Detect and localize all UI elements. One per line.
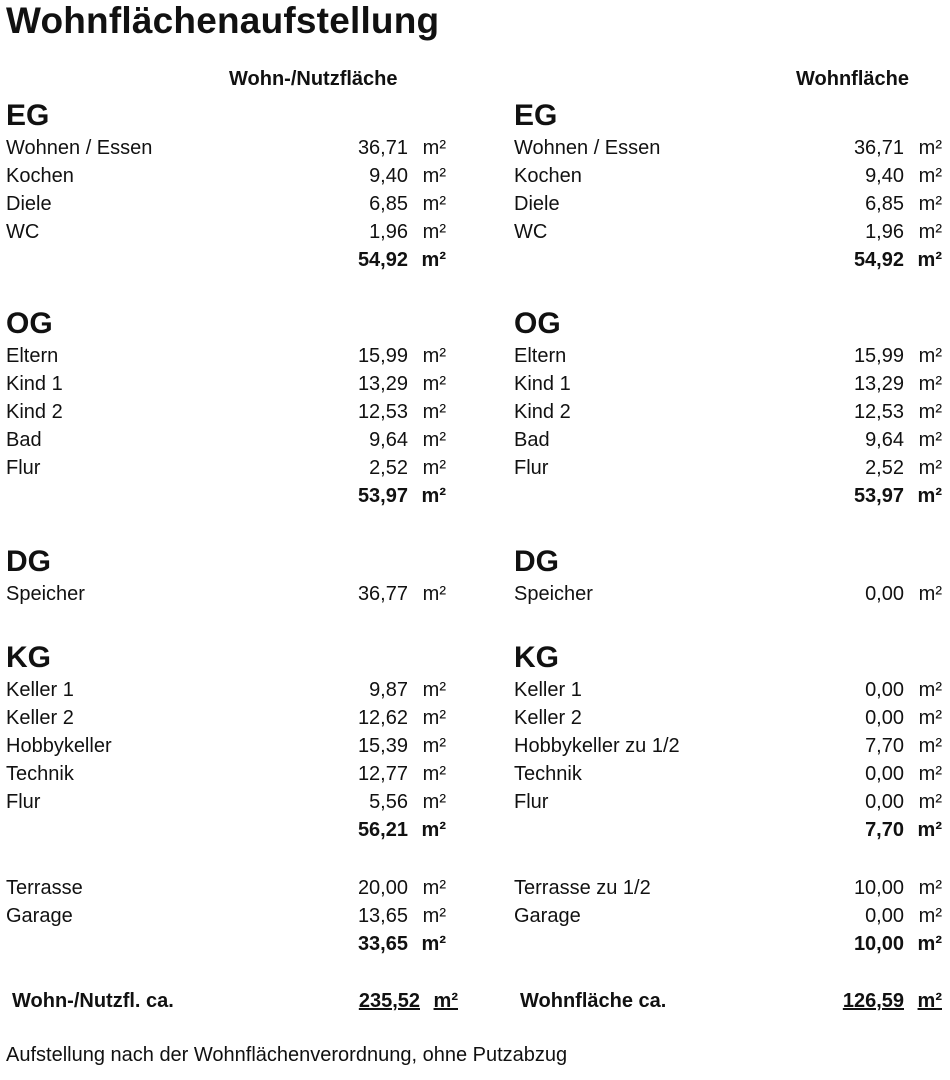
- room-label: Keller 1: [6, 679, 74, 701]
- subtotal-unit: m²: [917, 249, 942, 271]
- area-row: [6, 426, 446, 454]
- room-label: Kind 1: [6, 373, 63, 395]
- area-row: [514, 732, 942, 760]
- left-total-value: 235,52: [358, 990, 420, 1012]
- area-value: 20,00: [357, 877, 408, 899]
- area-value: 2,52: [369, 457, 408, 479]
- area-row: [6, 162, 446, 190]
- area-unit: m²: [918, 905, 942, 927]
- area-unit: m²: [918, 401, 942, 423]
- area-value: 9,64: [865, 429, 904, 451]
- room-label: Kind 1: [514, 373, 571, 395]
- room-label: Kind 2: [514, 401, 571, 423]
- right-section-kg: [514, 640, 942, 844]
- subtotal-unit: m²: [421, 933, 446, 955]
- area-unit: m²: [422, 401, 446, 423]
- left-floor-heading-dg: DG: [6, 545, 51, 578]
- area-value: 7,70: [865, 735, 904, 757]
- area-row: [514, 190, 942, 218]
- subtotal-value: 54,92: [357, 249, 408, 271]
- area-value: 15,39: [357, 735, 408, 757]
- subtotal-unit: m²: [917, 485, 942, 507]
- left-floor-heading-og: OG: [6, 307, 53, 340]
- area-unit: m²: [918, 193, 942, 215]
- area-value: 13,29: [357, 373, 408, 395]
- area-unit: m²: [422, 791, 446, 813]
- area-row: [6, 398, 446, 426]
- area-row: [6, 342, 446, 370]
- subtotal-value: 56,21: [357, 819, 408, 841]
- area-unit: m²: [422, 877, 446, 899]
- left-column-heading: Wohn-/Nutzfläche: [229, 68, 398, 90]
- area-value: 0,00: [865, 679, 904, 701]
- area-value: 36,71: [357, 137, 408, 159]
- room-label: WC: [514, 221, 548, 243]
- left-subtotal-eg: [6, 246, 446, 274]
- right-floor-heading-eg: EG: [514, 99, 558, 132]
- left-subtotal-og: [6, 482, 446, 510]
- area-row: [514, 134, 942, 162]
- area-row: [6, 902, 446, 930]
- area-row: [514, 370, 942, 398]
- area-value: 5,56: [369, 791, 408, 813]
- area-value: 0,00: [865, 707, 904, 729]
- right-subtotal-eg: [514, 246, 942, 274]
- room-label: Terrasse: [6, 877, 83, 899]
- area-row: [6, 704, 446, 732]
- page-title: Wohnflächenaufstellung: [6, 0, 440, 41]
- right-subtotal-kg: [514, 816, 942, 844]
- area-unit: m²: [918, 165, 942, 187]
- room-label: Hobbykeller: [6, 735, 112, 757]
- left-section-dg: [6, 544, 446, 608]
- area-row: [514, 398, 942, 426]
- area-unit: m²: [918, 763, 942, 785]
- area-unit: m²: [918, 679, 942, 701]
- area-value: 0,00: [865, 791, 904, 813]
- subtotal-unit: m²: [917, 933, 942, 955]
- area-value: 9,40: [369, 165, 408, 187]
- right-section-og: [514, 306, 942, 510]
- area-row: [6, 454, 446, 482]
- right-subtotal-ext: [514, 930, 942, 958]
- room-label: Flur: [6, 791, 41, 813]
- area-row: [6, 134, 446, 162]
- area-value: 2,52: [865, 457, 904, 479]
- room-label: Bad: [6, 429, 42, 451]
- area-value: 9,87: [369, 679, 408, 701]
- area-value: 9,64: [369, 429, 408, 451]
- area-row: [6, 788, 446, 816]
- left-section-kg: [6, 640, 446, 844]
- right-section-ext: [514, 874, 942, 958]
- area-row: [514, 162, 942, 190]
- room-label: Hobbykeller zu 1/2: [514, 735, 680, 757]
- area-value: 6,85: [369, 193, 408, 215]
- subtotal-unit: m²: [421, 485, 446, 507]
- room-label: Terrasse zu 1/2: [514, 877, 651, 899]
- subtotal-unit: m²: [421, 819, 446, 841]
- area-unit: m²: [422, 165, 446, 187]
- area-value: 0,00: [865, 583, 904, 605]
- area-value: 13,29: [853, 373, 904, 395]
- area-unit: m²: [422, 905, 446, 927]
- area-value: 13,65: [357, 905, 408, 927]
- area-unit: m²: [422, 735, 446, 757]
- right-total-unit: m²: [917, 990, 942, 1012]
- area-value: 9,40: [865, 165, 904, 187]
- right-section-eg: [514, 98, 942, 274]
- area-value: 15,99: [357, 345, 408, 367]
- left-total: [0, 986, 470, 1016]
- area-value: 12,53: [357, 401, 408, 423]
- area-unit: m²: [918, 877, 942, 899]
- left-floor-heading-kg: KG: [6, 641, 51, 674]
- area-row: [514, 760, 942, 788]
- area-value: 0,00: [865, 905, 904, 927]
- area-row: [514, 580, 942, 608]
- room-label: Keller 2: [6, 707, 74, 729]
- area-value: 15,99: [853, 345, 904, 367]
- area-row: [6, 370, 446, 398]
- room-label: Technik: [514, 763, 582, 785]
- subtotal-value: 10,00: [853, 933, 904, 955]
- right-total: [514, 986, 942, 1016]
- area-unit: m²: [422, 707, 446, 729]
- area-value: 10,00: [853, 877, 904, 899]
- area-unit: m²: [918, 735, 942, 757]
- area-row: [514, 426, 942, 454]
- area-unit: m²: [918, 429, 942, 451]
- room-label: Diele: [6, 193, 52, 215]
- subtotal-unit: m²: [917, 819, 942, 841]
- area-row: [6, 874, 446, 902]
- area-row: [6, 580, 446, 608]
- area-unit: m²: [918, 583, 942, 605]
- area-row: [6, 732, 446, 760]
- left-total-unit: m²: [433, 990, 458, 1012]
- right-floor-heading-dg: DG: [514, 545, 559, 578]
- area-row: [514, 902, 942, 930]
- area-unit: m²: [918, 373, 942, 395]
- right-total-label: Wohnfläche ca.: [520, 990, 667, 1012]
- left-total-label: Wohn-/Nutzfl. ca.: [12, 990, 174, 1012]
- area-row: [514, 704, 942, 732]
- area-unit: m²: [422, 679, 446, 701]
- room-label: Keller 2: [514, 707, 582, 729]
- area-unit: m²: [918, 137, 942, 159]
- room-label: Garage: [6, 905, 73, 927]
- right-floor-heading-og: OG: [514, 307, 561, 340]
- right-section-dg: [514, 544, 942, 608]
- room-label: Flur: [514, 457, 549, 479]
- area-row: [514, 454, 942, 482]
- subtotal-unit: m²: [421, 249, 446, 271]
- room-label: Garage: [514, 905, 581, 927]
- area-unit: m²: [422, 457, 446, 479]
- subtotal-value: 7,70: [865, 819, 904, 841]
- area-unit: m²: [918, 221, 942, 243]
- left-section-og: [6, 306, 446, 510]
- area-row: [514, 874, 942, 902]
- right-floor-heading-kg: KG: [514, 641, 559, 674]
- area-row: [6, 760, 446, 788]
- room-label: Flur: [514, 791, 549, 813]
- room-label: Speicher: [514, 583, 593, 605]
- room-label: Bad: [514, 429, 550, 451]
- left-subtotal-kg: [6, 816, 446, 844]
- area-row: [514, 218, 942, 246]
- area-row: [6, 190, 446, 218]
- subtotal-value: 54,92: [853, 249, 904, 271]
- area-value: 1,96: [865, 221, 904, 243]
- right-subtotal-og: [514, 482, 942, 510]
- area-unit: m²: [918, 457, 942, 479]
- subtotal-value: 33,65: [357, 933, 408, 955]
- area-value: 6,85: [865, 193, 904, 215]
- area-unit: m²: [422, 583, 446, 605]
- area-unit: m²: [422, 763, 446, 785]
- right-total-value: 126,59: [842, 990, 904, 1012]
- room-label: Diele: [514, 193, 560, 215]
- area-row: [514, 788, 942, 816]
- subtotal-value: 53,97: [357, 485, 408, 507]
- area-row: [6, 676, 446, 704]
- area-unit: m²: [422, 137, 446, 159]
- room-label: Wohnen / Essen: [514, 137, 661, 159]
- left-subtotal-ext: [6, 930, 446, 958]
- area-unit: m²: [422, 373, 446, 395]
- room-label: WC: [6, 221, 40, 243]
- left-section-eg: [6, 98, 446, 274]
- area-unit: m²: [918, 345, 942, 367]
- room-label: Speicher: [6, 583, 85, 605]
- area-unit: m²: [422, 221, 446, 243]
- room-label: Keller 1: [514, 679, 582, 701]
- area-row: [514, 342, 942, 370]
- area-unit: m²: [918, 707, 942, 729]
- area-row: [514, 676, 942, 704]
- area-unit: m²: [422, 429, 446, 451]
- room-label: Technik: [6, 763, 74, 785]
- footer-note: Aufstellung nach der Wohnflächenverordnung, ohne Putzabzug: [6, 1044, 568, 1066]
- area-value: 0,00: [865, 763, 904, 785]
- right-column-heading: Wohnfläche: [796, 68, 909, 90]
- area-value: 12,62: [357, 707, 408, 729]
- room-label: Wohnen / Essen: [6, 137, 153, 159]
- room-label: Flur: [6, 457, 41, 479]
- area-unit: m²: [422, 193, 446, 215]
- left-floor-heading-eg: EG: [6, 99, 50, 132]
- area-value: 36,77: [357, 583, 408, 605]
- subtotal-value: 53,97: [853, 485, 904, 507]
- room-label: Kind 2: [6, 401, 63, 423]
- area-value: 36,71: [853, 137, 904, 159]
- room-label: Eltern: [6, 345, 59, 367]
- left-section-ext: [6, 874, 446, 958]
- room-label: Kochen: [514, 165, 582, 187]
- room-label: Kochen: [6, 165, 74, 187]
- area-row: [6, 218, 446, 246]
- area-unit: m²: [918, 791, 942, 813]
- room-label: Eltern: [514, 345, 567, 367]
- area-unit: m²: [422, 345, 446, 367]
- area-value: 1,96: [369, 221, 408, 243]
- area-value: 12,53: [853, 401, 904, 423]
- area-value: 12,77: [357, 763, 408, 785]
